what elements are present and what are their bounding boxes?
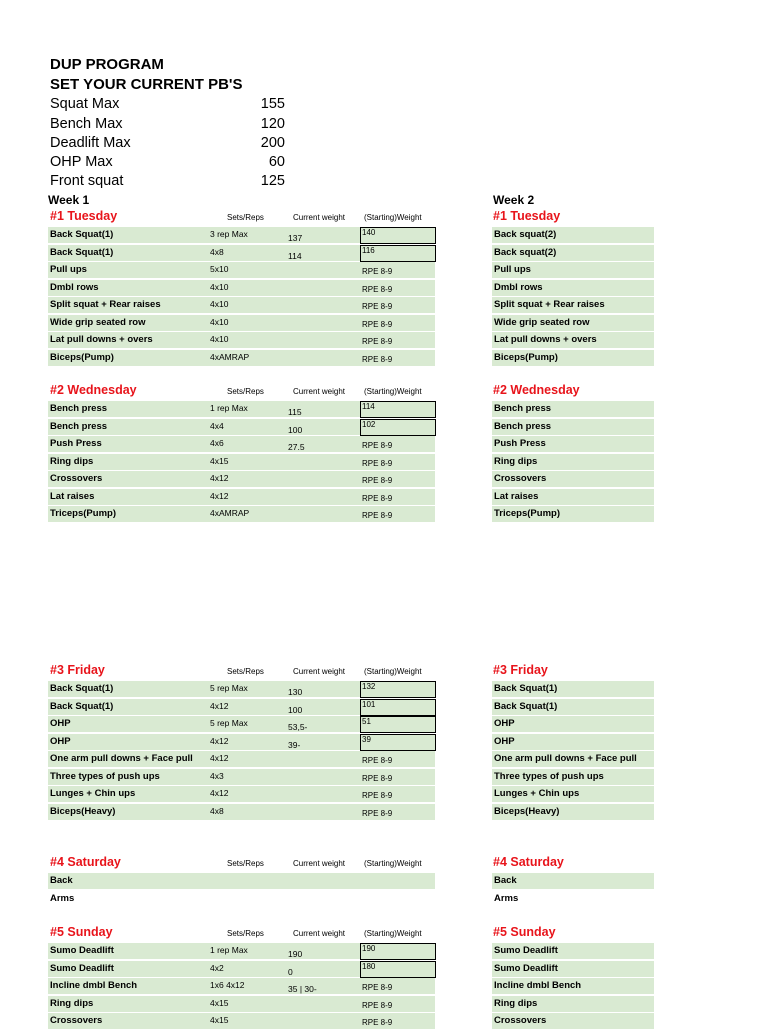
table-row xyxy=(48,873,435,889)
week2-day-title-4-saturday: #4 Saturday xyxy=(493,855,564,869)
exercise-name: Dmbl rows xyxy=(50,281,99,293)
week2-day-title-3-friday: #3 Friday xyxy=(493,663,548,677)
week2-exercise-name: Back Squat(1) xyxy=(494,700,558,712)
week2-exercise-name: Bench press xyxy=(494,403,552,414)
sets-reps-value: 4x4 xyxy=(210,420,224,431)
starting-weight-value: RPE 8-9 xyxy=(362,319,393,329)
exercise-name: Incline dmbl Bench xyxy=(50,980,138,991)
current-weight-value: 35 | 30- xyxy=(288,984,317,994)
pb-value-squat: 155 xyxy=(260,96,285,112)
starting-weight-value: RPE 8-9 xyxy=(362,791,393,800)
sets-reps-value: 3 rep Max xyxy=(210,229,248,239)
exercise-name: OHP xyxy=(50,735,71,747)
exercise-name: Back Squat(1) xyxy=(50,700,114,712)
col-header-starting-weight: (Starting)Weight xyxy=(364,667,422,676)
week2-exercise-name: Sumo Deadlift xyxy=(494,962,558,974)
pb-label-deadlift: Deadlift Max xyxy=(50,135,131,151)
exercise-name: Bench press xyxy=(50,403,108,414)
sets-reps-value: 4x6 xyxy=(210,438,224,448)
table-row xyxy=(48,891,435,907)
week2-exercise-name: Ring dips xyxy=(494,997,538,1009)
exercise-name: Biceps(Pump) xyxy=(50,351,114,363)
week2-table-row xyxy=(492,734,654,750)
starting-weight-cell[interactable] xyxy=(360,734,436,751)
sets-reps-value: 4x12 xyxy=(210,700,229,711)
week2-exercise-name: Lunges + Chin ups xyxy=(494,788,580,799)
week2-exercise-name: Triceps(Pump) xyxy=(494,508,560,519)
week2-exercise-name: Split squat + Rear raises xyxy=(494,299,605,310)
col-header-starting-weight: (Starting)Weight xyxy=(364,859,422,868)
week2-exercise-name: Sumo Deadlift xyxy=(494,945,558,956)
col-header-starting-weight: (Starting)Weight xyxy=(364,929,422,938)
col-header-sets-reps: Sets/Reps xyxy=(227,213,264,222)
week-2-label: Week 2 xyxy=(493,193,535,207)
week2-exercise-name: Crossovers xyxy=(494,1015,547,1026)
current-weight-value: 115 xyxy=(288,407,302,417)
starting-weight-value: 180 xyxy=(362,961,376,971)
pb-label-front-squat: Front squat xyxy=(50,173,124,189)
sets-reps-value: 4x15 xyxy=(210,1015,229,1025)
week2-day-title-2-wednesday: #2 Wednesday xyxy=(493,383,580,397)
exercise-name: Back Squat(1) xyxy=(50,683,114,694)
sets-reps-value: 4x2 xyxy=(210,962,224,973)
starting-weight-value: RPE 8-9 xyxy=(362,354,393,364)
sets-reps-value: 4x10 xyxy=(210,299,229,309)
sets-reps-value: 5 rep Max xyxy=(210,683,248,693)
starting-weight-value: 140 xyxy=(362,228,376,237)
program-title: DUP PROGRAM xyxy=(50,56,164,73)
sets-reps-value: 4x8 xyxy=(210,805,224,816)
exercise-name: Bench press xyxy=(50,420,108,432)
starting-weight-value: 190 xyxy=(362,944,376,953)
day-title-5-sunday: #5 Sunday xyxy=(50,925,113,939)
starting-weight-value: 116 xyxy=(362,245,375,255)
week2-exercise-name: Bench press xyxy=(494,420,552,432)
exercise-name: Three types of push ups xyxy=(50,770,160,782)
col-header-sets-reps: Sets/Reps xyxy=(227,387,264,396)
week2-table-row xyxy=(492,716,654,732)
sets-reps-value: 4x8 xyxy=(210,246,224,257)
current-weight-value: 190 xyxy=(288,949,303,959)
day-title-3-friday: #3 Friday xyxy=(50,663,105,677)
exercise-name: Lat raises xyxy=(50,490,95,502)
exercise-name: Lat pull downs + overs xyxy=(50,334,153,345)
exercise-name: Sumo Deadlift xyxy=(50,945,114,956)
pb-value-ohp: 60 xyxy=(268,154,285,170)
col-header-sets-reps: Sets/Reps xyxy=(227,667,264,676)
day-title-2-wednesday: #2 Wednesday xyxy=(50,383,137,397)
day-title-1-tuesday: #1 Tuesday xyxy=(50,209,118,223)
pb-value-front-squat: 125 xyxy=(260,173,285,189)
pb-subtitle: SET YOUR CURRENT PB'S xyxy=(50,76,243,93)
pb-label-squat: Squat Max xyxy=(50,96,120,112)
week2-exercise-name: Back Squat(1) xyxy=(494,683,558,694)
week2-exercise-name: Dmbl rows xyxy=(494,281,543,293)
sets-reps-value: 4x12 xyxy=(210,473,229,483)
exercise-name: Ring dips xyxy=(50,455,94,467)
sets-reps-value: 4x10 xyxy=(210,316,229,327)
exercise-name: Ring dips xyxy=(50,997,94,1009)
exercise-name: Back xyxy=(50,875,73,886)
exercise-name: Back Squat(1) xyxy=(50,229,114,240)
week2-exercise-name: Crossovers xyxy=(494,473,547,484)
col-header-starting-weight: (Starting)Weight xyxy=(364,213,422,222)
week2-exercise-name: Back squat(2) xyxy=(494,246,557,258)
starting-weight-value: RPE 8-9 xyxy=(362,267,393,276)
sets-reps-value: 1 rep Max xyxy=(210,945,248,955)
exercise-name: Triceps(Pump) xyxy=(50,508,116,519)
sets-reps-value: 5 rep Max xyxy=(210,718,248,728)
week2-day-title-1-tuesday: #1 Tuesday xyxy=(493,209,561,223)
starting-weight-value: 51 xyxy=(362,717,371,726)
current-weight-value: 137 xyxy=(288,233,303,243)
starting-weight-value: RPE 8-9 xyxy=(362,284,393,294)
starting-weight-value: RPE 8-9 xyxy=(362,458,393,468)
current-weight-value: 39- xyxy=(288,739,301,750)
exercise-name: Pull ups xyxy=(50,264,87,275)
exercise-name: Crossovers xyxy=(50,473,103,484)
starting-weight-value: RPE 8-9 xyxy=(362,983,393,992)
col-header-current-weight: Current weight xyxy=(293,667,346,676)
pb-value-bench: 120 xyxy=(260,116,285,132)
week2-exercise-name: Push Press xyxy=(494,438,546,449)
week2-exercise-name: Lat raises xyxy=(494,490,539,502)
exercise-name: Split squat + Rear raises xyxy=(50,299,161,310)
pb-label-bench: Bench Max xyxy=(50,116,123,132)
exercise-name: Biceps(Heavy) xyxy=(50,805,116,817)
current-weight-value: 27.5 xyxy=(288,442,305,452)
week2-exercise-name: Pull ups xyxy=(494,264,531,275)
exercise-name: Arms xyxy=(50,892,75,904)
sets-reps-value: 4x15 xyxy=(210,455,229,466)
week2-exercise-name: OHP xyxy=(494,718,515,729)
week2-exercise-name: Arms xyxy=(494,892,519,904)
exercise-name: Crossovers xyxy=(50,1015,103,1026)
week-1-label: Week 1 xyxy=(48,193,90,207)
starting-weight-value: RPE 8-9 xyxy=(362,476,393,485)
day-title-4-saturday: #4 Saturday xyxy=(50,855,121,869)
exercise-name: OHP xyxy=(50,718,71,729)
week2-exercise-name: Back xyxy=(494,875,517,886)
week2-exercise-name: Lat pull downs + overs xyxy=(494,334,597,345)
exercise-name: Wide grip seated row xyxy=(50,316,146,328)
col-header-starting-weight: (Starting)Weight xyxy=(364,387,422,396)
week2-day-title-5-sunday: #5 Sunday xyxy=(493,925,556,939)
week2-exercise-name: Wide grip seated row xyxy=(494,316,590,328)
starting-weight-value: RPE 8-9 xyxy=(362,511,393,520)
week2-exercise-name: One arm pull downs + Face pull xyxy=(494,753,637,764)
week2-exercise-name: Three types of push ups xyxy=(494,770,604,782)
current-weight-value: 100 xyxy=(288,424,303,435)
starting-weight-value: RPE 8-9 xyxy=(362,756,393,765)
sets-reps-value: 4x10 xyxy=(210,281,229,292)
pb-label-ohp: OHP Max xyxy=(50,154,113,170)
sets-reps-value: 4x12 xyxy=(210,788,229,798)
week2-exercise-name: Back squat(2) xyxy=(494,229,557,240)
exercise-name: One arm pull downs + Face pull xyxy=(50,753,193,764)
sets-reps-value: 5x10 xyxy=(210,264,229,274)
starting-weight-value: 132 xyxy=(362,682,376,691)
starting-weight-value: RPE 8-9 xyxy=(362,808,393,818)
col-header-current-weight: Current weight xyxy=(293,213,346,222)
starting-weight-value: RPE 8-9 xyxy=(362,773,393,783)
starting-weight-value: RPE 8-9 xyxy=(362,337,393,346)
pb-value-deadlift: 200 xyxy=(260,135,285,151)
starting-weight-value: RPE 8-9 xyxy=(362,1018,393,1027)
starting-weight-value: RPE 8-9 xyxy=(362,493,393,503)
current-weight-value: 53,5- xyxy=(288,722,308,732)
week2-exercise-name: Ring dips xyxy=(494,455,538,467)
col-header-sets-reps: Sets/Reps xyxy=(227,929,264,938)
sets-reps-value: 1 rep Max xyxy=(210,403,248,413)
exercise-name: Back Squat(1) xyxy=(50,246,114,258)
starting-weight-value: 102 xyxy=(362,419,376,429)
col-header-current-weight: Current weight xyxy=(293,859,346,868)
exercise-name: Lunges + Chin ups xyxy=(50,788,136,799)
week2-exercise-name: Incline dmbl Bench xyxy=(494,980,582,991)
exercise-name: Push Press xyxy=(50,438,102,449)
sets-reps-value: 4x3 xyxy=(210,770,224,781)
current-weight-value: 114 xyxy=(288,250,302,261)
week2-exercise-name: Biceps(Heavy) xyxy=(494,805,560,817)
starting-weight-value: 39 xyxy=(362,734,371,744)
sets-reps-value: 4x12 xyxy=(210,753,229,763)
starting-weight-value: RPE 8-9 xyxy=(362,1000,393,1010)
current-weight-value: 130 xyxy=(288,687,303,697)
col-header-current-weight: Current weight xyxy=(293,387,346,396)
sets-reps-value: 4xAMRAP xyxy=(210,508,250,518)
starting-weight-cell[interactable] xyxy=(360,716,436,733)
week2-exercise-name: OHP xyxy=(494,735,515,747)
current-weight-value: 0 xyxy=(288,966,293,977)
starting-weight-value: 114 xyxy=(362,402,375,411)
starting-weight-value: RPE 8-9 xyxy=(362,302,393,311)
week2-exercise-name: Biceps(Pump) xyxy=(494,351,558,363)
exercise-name: Sumo Deadlift xyxy=(50,962,114,974)
sets-reps-value: 4xAMRAP xyxy=(210,351,250,362)
current-weight-value: 100 xyxy=(288,704,303,715)
starting-weight-value: 101 xyxy=(362,699,376,709)
sets-reps-value: 4x12 xyxy=(210,490,229,501)
sets-reps-value: 4x15 xyxy=(210,997,229,1008)
sets-reps-value: 4x10 xyxy=(210,334,229,344)
starting-weight-value: RPE 8-9 xyxy=(362,441,393,450)
sets-reps-value: 1x6 4x12 xyxy=(210,980,245,990)
sets-reps-value: 4x12 xyxy=(210,735,229,746)
col-header-sets-reps: Sets/Reps xyxy=(227,859,264,868)
col-header-current-weight: Current weight xyxy=(293,929,346,938)
